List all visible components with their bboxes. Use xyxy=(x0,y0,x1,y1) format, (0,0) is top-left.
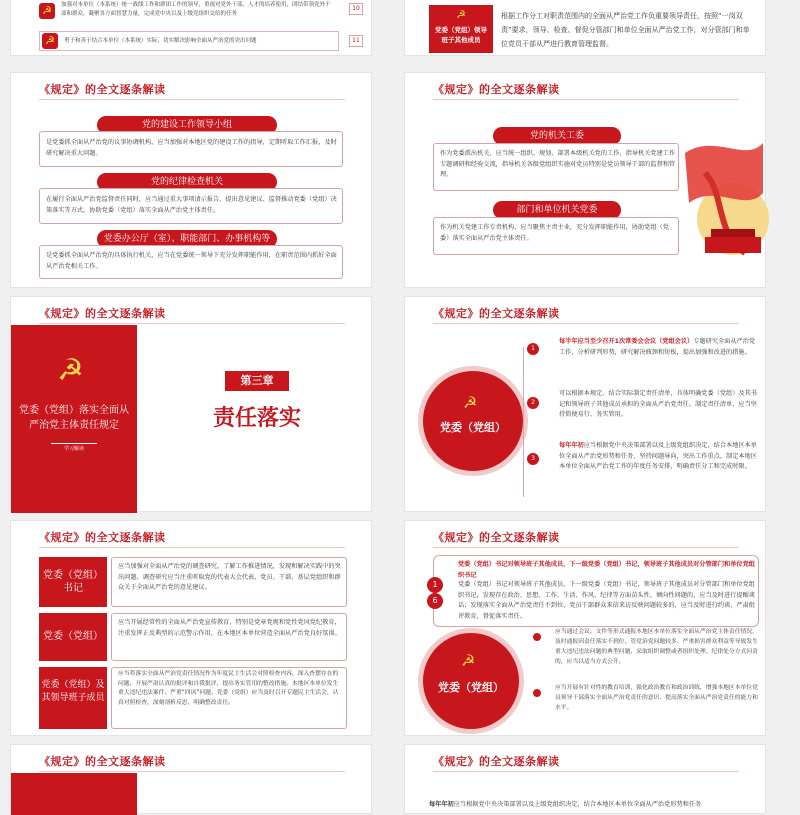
slide-title: 《规定》的全文逐条解读 xyxy=(433,531,560,544)
ribbon: 学习解读 xyxy=(51,443,97,452)
row-text: 应当开展经常性的全面从严治党宣传教育，特别是党章党规和党性党风党纪教育，注重发挥正反典型的示范警示作用，在本地区本单位营造全面从严治党良好氛围。 xyxy=(118,619,341,637)
party-circle xyxy=(423,633,519,729)
section-text: 在履行全面从严治党监督责任同时，应当通过重大事项请示报告、提出意见建议、监督推动党委（党组）决策落实等方式，协助党委（党组）落实全面从严治党主体责任。 xyxy=(46,196,337,214)
hammer-sickle-icon: ☭ xyxy=(461,651,476,670)
title-divider xyxy=(39,547,345,548)
section-box xyxy=(433,217,679,255)
slide-3 xyxy=(10,72,372,288)
left-panel-text: 党委（党组）落实全面从严治党主体责任规定 xyxy=(19,405,129,431)
item-bullet xyxy=(533,633,541,641)
row-box xyxy=(111,613,347,661)
item-bullet xyxy=(533,689,541,697)
slide-7 xyxy=(10,520,372,736)
section-text: 作为党委派出机关，应当统一组织、规划、部署本级机关党的工作，指导机关党建工作专题调研和经验交流，指导机关各级党组织实施对党员特别是党员领导干部的监督和管理。 xyxy=(440,150,676,178)
slide-title: 《规定》的全文逐条解读 xyxy=(433,307,560,320)
item-num: 1 xyxy=(527,343,539,355)
section-text: 作为机关党建工作专责机构，应当聚焦主责主业，充分发挥职能作用，协助党组（党委）落实全面从严治党主体责任。 xyxy=(440,224,669,242)
title-divider xyxy=(433,99,739,100)
chapter-red-panel xyxy=(11,325,137,513)
hammer-sickle-icon: ☭ xyxy=(39,3,55,19)
item-3-text: 应当开展有针对性的教育培训，强化政治教育和政治训练，增强本地区本单位党员领导干部落实全面从严治党责任的意识，提高落实全面从严治党责任的能力和水平。 xyxy=(555,685,758,711)
item-2-text: 应当通过会议、文件等形式通报本地区本单位落实全面从严治党主体责任情况，及时通报因责任落实不到位、管党治党问题较多、严重损害群众利益等导致发生重大违纪违法问题的典型问题，采取组织调整或者组织处理、纪律处分方式问责的，应当以适当方式公开。 xyxy=(555,629,758,665)
slide-title: 《规定》的全文逐条解读 xyxy=(433,83,560,96)
item-3-text: 应当根据党中央决策部署以及上级党组织决定，结合本地区本单位全面从严治党形势和任务，坚持问题导向，突出工作重点，制定本地区本单位全面从严治党工作的年度任务安排，明确责任分工和完成时限。 xyxy=(559,442,757,470)
slide-title: 《规定》的全文逐条解读 xyxy=(39,755,166,768)
item-1 xyxy=(559,337,759,358)
row-box xyxy=(111,557,347,607)
party-circle xyxy=(423,371,523,471)
row-1-text: 加强对本单位（本系统）统一战线工作和群团工作的领导，重视对党外干部、人才的培养使用，团结带领党外干部和群众，凝聚各方面智慧力量，完成党中央以及上级党组织交给的任务 xyxy=(61,2,331,17)
row-2-text: 勇于和善于结合本单位（本系统）实际，切实解决影响全面从严治党的突出问题 xyxy=(64,38,257,44)
item-num: 2 xyxy=(527,397,539,409)
circle-label: 党委（党组） xyxy=(438,681,504,694)
flag-illustration xyxy=(675,133,767,273)
member-label: 党委（党组）领导班子其他成员 xyxy=(435,26,487,44)
slide-2 xyxy=(404,0,766,56)
hammer-sickle-icon: ☭ xyxy=(42,33,58,49)
row-label: 党委（党组）书记 xyxy=(39,557,107,607)
section-head: 部门和单位机关党委 xyxy=(493,201,621,219)
hammer-sickle-icon: ☭ xyxy=(57,353,84,388)
slide-title: 《规定》的全文逐条解读 xyxy=(433,755,560,768)
row-label: 党委（党组） xyxy=(39,613,107,661)
section-head: 党的纪律检查机关 xyxy=(97,173,277,191)
slide-10 xyxy=(404,744,766,814)
title-divider xyxy=(433,771,739,772)
row-2-num: 11 xyxy=(349,35,363,47)
section-text: 是党委抓全面从严治党的具体执行机关，应当在党委统一领导下充分发挥职能作用，在职责范围内抓好全面从严治党相关工作。 xyxy=(46,252,337,270)
item-3-lead: 每年年初 xyxy=(559,442,584,449)
item-2-text: 可以根据本规定，结合实际制定责任清单，具体明确党委（党组）及其书记和领导班子其他成员承担的全面从严治党责任。制定责任清单，应当坚持简便易行、务实管用。 xyxy=(559,390,757,418)
member-label-box xyxy=(429,5,493,53)
slide-title: 《规定》的全文逐条解读 xyxy=(39,83,166,96)
row-1 xyxy=(39,1,339,23)
row-text: 应当根据党中央决策部署以及上级党组织决定，结合本地区本单位全面从严治党形势和任务 xyxy=(453,801,702,808)
row-box xyxy=(111,667,347,729)
hammer-sickle-icon: ☭ xyxy=(456,8,466,21)
row-label: 党委（党组）及其领导班子成员 xyxy=(39,667,107,729)
section-head: 党的建设工作领导小组 xyxy=(97,116,277,134)
item-1-lead: 每半年应当至少召开1次常委会会议（党组会议） xyxy=(559,338,694,345)
lead-box xyxy=(433,555,759,627)
red-flag-shape xyxy=(685,143,763,203)
title-divider xyxy=(39,99,345,100)
gate-roof xyxy=(711,229,755,237)
title-divider xyxy=(433,547,739,548)
section-box xyxy=(39,188,343,224)
gate-building xyxy=(705,237,761,253)
section-box xyxy=(39,245,343,279)
row-text: 应当加强对全面从严治党的调查研究，了解工作推进情况，发现和解决实践中的突出问题。调查研究应当注重听取党的代表大会代表、党员、干部、基层党组织和群众关于全面从严治党的意见建议。 xyxy=(118,563,341,591)
slide-5 xyxy=(10,296,372,512)
section-box xyxy=(433,143,679,191)
row-strip xyxy=(429,791,755,808)
item-1-text: 专题研究全面从严治党工作，分析研判形势，研究解决瓶颈和短板，提出加强和改进的措施。 xyxy=(559,338,756,356)
circle-label: 党委（党组） xyxy=(440,421,506,434)
lead-text: 党委（党组）书记对领导班子其他成员、下一级党委（党组）书记，领导班子其他成员对分管部门和单位党组织书记，发现存在政治、思想、工作、生活、作风、纪律等方面苗头性、倾向性问题的，应当及时进行提醒谈话；发现落实全面从严治党责任不到位、党员干部群众来信来访反映问题较多的，应当及时进行约谈，严肃批评教育，督促落实责任。 xyxy=(458,581,755,620)
row-2 xyxy=(39,31,339,51)
member-text: 根据工作分工对职责范围内的全面从严治党工作负重要领导责任，按照“一岗双责”要求，领导、检查、督促分管部门和单位全面从严治党工作，对分管部门和单位党员干部从严进行教育管理监督。 xyxy=(501,12,750,48)
slide-4 xyxy=(404,72,766,288)
red-panel xyxy=(11,773,137,815)
title-divider xyxy=(39,323,345,324)
section-text: 是党委抓全面从严治党的议事协调机构，应当加强对本地区党的建设工作的指导，定期听取工作汇报，及时研究解决重大问题。 xyxy=(46,139,337,157)
slide-8 xyxy=(404,520,766,736)
chapter-label: 第三章 xyxy=(225,371,289,391)
slide-9 xyxy=(10,744,372,814)
hammer-sickle-icon: ☭ xyxy=(463,393,478,412)
item-num: 3 xyxy=(527,453,539,465)
slide-title: 《规定》的全文逐条解读 xyxy=(39,531,166,544)
slide-6 xyxy=(404,296,766,512)
section-head: 党的机关工委 xyxy=(493,127,621,145)
slide-title: 《规定》的全文逐条解读 xyxy=(39,307,166,320)
connector-line xyxy=(523,347,524,497)
lead-text-red: 党委（党组）书记对领导班子其他成员、下一级党委（党组）书记，领导班子其他成员对分管部门和单位党组织书记 xyxy=(458,561,755,579)
row-1-num: 10 xyxy=(349,3,363,15)
section-box xyxy=(39,131,343,167)
title-divider xyxy=(39,771,345,772)
item-num: 1 xyxy=(427,577,443,593)
row-text: 应当将落实全面从严治党责任情况作为年度民主生活会对照检查内容，深入查摆存在的问题，开展严肃认真的批评和自我批评，提出务实管用的整改措施。本地区本单位发生重大违纪违法案件、严重“四风”问题、党委（党组）应当及时召开专题民主生活会，认真对照检查，深刻剖析反思，明确整改责任。 xyxy=(118,671,339,706)
slide-1 xyxy=(10,0,372,56)
item-3 xyxy=(559,441,759,473)
chapter-title: 责任落实 xyxy=(212,406,301,431)
row-lead: 每年年初 xyxy=(429,801,454,808)
item-num: 6 xyxy=(427,593,443,609)
title-divider xyxy=(433,323,739,324)
section-head: 党委办公厅（室）、职能部门、办事机构等 xyxy=(97,230,277,248)
